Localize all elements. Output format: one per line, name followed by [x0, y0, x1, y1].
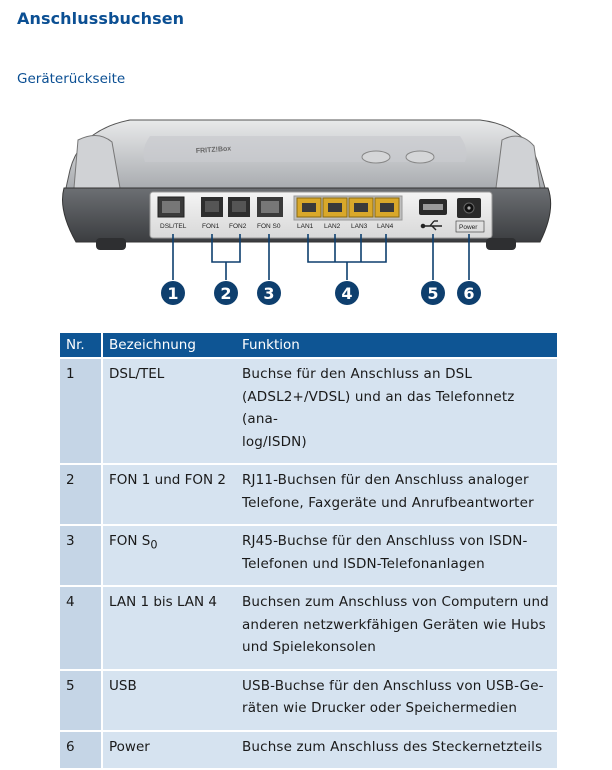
func-line: Telefone, Faxgeräte und Anrufbeantworter [242, 495, 534, 511]
port-label-dsl: DSL/TEL [160, 223, 187, 230]
port-label-lan2: LAN2 [324, 223, 341, 230]
table-row [60, 359, 557, 465]
row-func [236, 587, 557, 671]
table-row [60, 732, 557, 770]
port-table [60, 333, 557, 770]
row-nr: 1 [60, 359, 103, 465]
func-line: räten wie Drucker oder Speichermedien [242, 700, 517, 716]
row-name [103, 526, 236, 587]
row-name: LAN 1 bis LAN 4 [103, 587, 236, 671]
port-label-fon2: FON2 [229, 223, 247, 230]
page-subtitle: Geräterückseite [17, 71, 125, 87]
row-nr: 3 [60, 526, 103, 587]
row-nr: 2 [60, 465, 103, 526]
callout-6 [457, 281, 481, 305]
row-name: Power [103, 732, 236, 770]
func-line: USB-Buchse für den Anschluss von USB-Ge- [242, 678, 544, 694]
svg-text:3: 3 [263, 284, 274, 303]
func-line: Buchse zum Anschluss des Steckernetzteils [242, 739, 542, 755]
port-label-fon-s0: FON S0 [257, 223, 281, 230]
svg-text:5: 5 [427, 284, 438, 303]
row-name: DSL/TEL [103, 359, 236, 465]
header-name: Bezeichnung [103, 333, 236, 359]
brand-logo: FRITZ!Box [196, 146, 232, 155]
row-func [236, 671, 557, 732]
func-line: RJ11-Buchsen für den Anschluss analoger [242, 472, 529, 488]
func-line: und Spielekonsolen [242, 639, 376, 655]
row-func [236, 465, 557, 526]
row-name-subscript: 0 [150, 539, 157, 552]
page-title: Anschlussbuchsen [17, 9, 184, 28]
svg-text:1: 1 [167, 284, 178, 303]
row-func [236, 526, 557, 587]
port-label-lan4: LAN4 [377, 223, 394, 230]
port-label-lan3: LAN3 [351, 223, 368, 230]
header-func: Funktion [236, 333, 557, 359]
callout-1 [161, 281, 185, 305]
func-line: Buchse für den Anschluss an DSL [242, 366, 472, 382]
svg-text:4: 4 [341, 284, 352, 303]
row-name-text: FON S [109, 533, 150, 549]
router-back-illustration [0, 100, 612, 320]
header-nr: Nr. [60, 333, 103, 359]
func-line: (ADSL2+/VDSL) und an das Telefonnetz (ana- [242, 389, 515, 428]
svg-text:6: 6 [463, 284, 474, 303]
func-line: RJ45-Buchse für den Anschluss von ISDN- [242, 533, 528, 549]
table-row [60, 465, 557, 526]
table-row [60, 671, 557, 732]
row-name: FON 1 und FON 2 [103, 465, 236, 526]
port-label-fon1: FON1 [202, 223, 220, 230]
port-label-lan1: LAN1 [297, 223, 314, 230]
row-func [236, 359, 557, 465]
func-line: log/ISDN) [242, 434, 307, 450]
port-label-power: Power [459, 224, 478, 231]
func-line: anderen netzwerkfähigen Geräten wie Hubs [242, 617, 546, 633]
row-nr: 4 [60, 587, 103, 671]
row-nr: 5 [60, 671, 103, 732]
svg-text:2: 2 [220, 284, 231, 303]
row-nr: 6 [60, 732, 103, 770]
table-header-row [60, 333, 557, 359]
callout-5 [421, 281, 445, 305]
callout-2 [214, 281, 238, 305]
func-line: Telefonen und ISDN-Telefonanlagen [242, 556, 485, 572]
callout-3 [257, 281, 281, 305]
table-row [60, 526, 557, 587]
func-line: Buchsen zum Anschluss von Computern und [242, 594, 549, 610]
callout-4 [335, 281, 359, 305]
row-name: USB [103, 671, 236, 732]
table-row [60, 587, 557, 671]
row-func [236, 732, 557, 770]
